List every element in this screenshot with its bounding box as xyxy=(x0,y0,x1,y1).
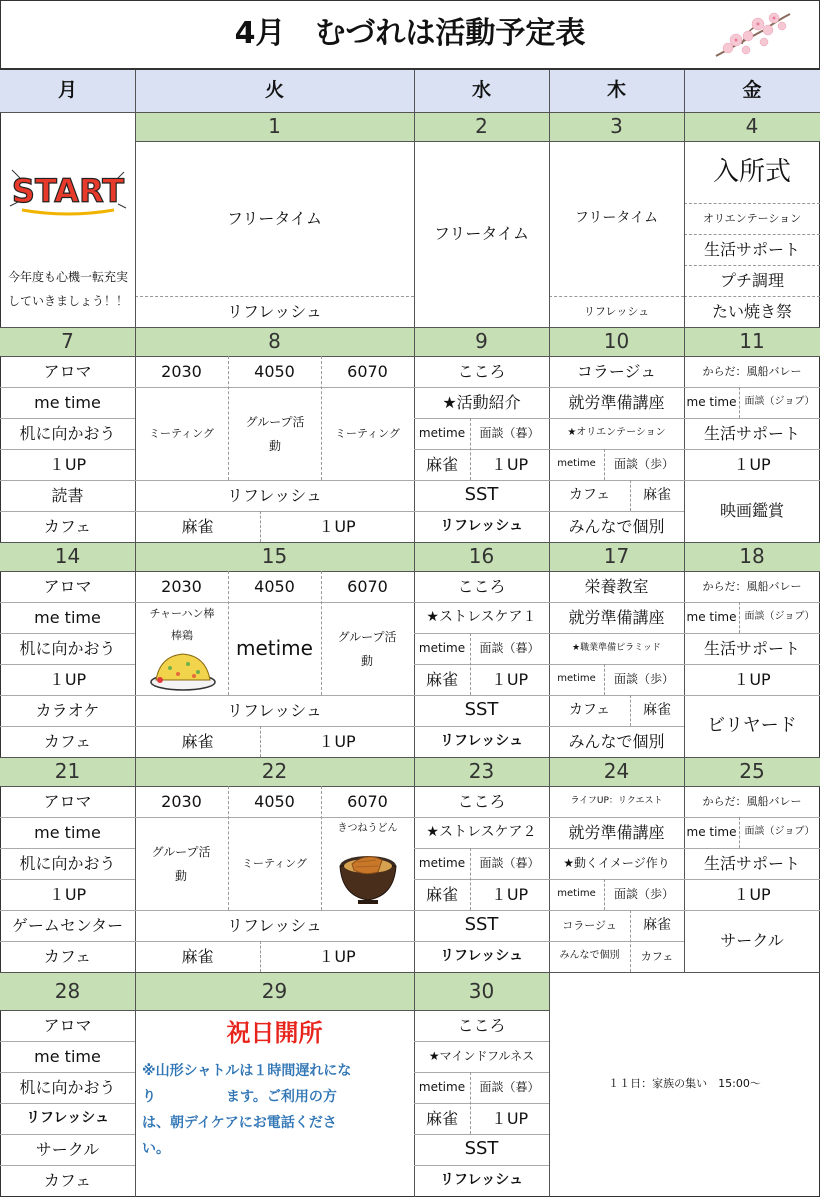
day-number: 23 xyxy=(414,757,549,786)
mon-item: アロマ xyxy=(43,576,92,596)
udon-icon xyxy=(338,842,398,906)
mon-item: カフェ xyxy=(43,946,92,966)
fri-item: １UP xyxy=(733,669,771,689)
day-number: 28 xyxy=(0,972,135,1010)
fri-item: 生活サポート xyxy=(703,638,800,658)
day-number: 15 xyxy=(135,542,414,571)
mon-item: ゲームセンター xyxy=(11,915,124,935)
tue-1up: １UP xyxy=(318,731,356,751)
thu-refresh: リフレッシュ xyxy=(583,304,650,318)
thu-item: 就労準備講座 xyxy=(568,392,665,412)
age-group: 6070 xyxy=(347,576,388,596)
thu-item: みんなで個別 xyxy=(568,516,665,536)
age-group: 2030 xyxy=(161,791,202,811)
header-mon: 月 xyxy=(0,70,135,112)
day-number: 18 xyxy=(684,542,820,571)
fri-item: 生活サポート xyxy=(703,853,800,873)
thu-mendan: 面談（歩） xyxy=(613,672,674,686)
tue-freetime: フリータイム xyxy=(226,208,323,228)
age-group: 6070 xyxy=(347,791,388,811)
wed-mahjong: 麻雀 xyxy=(425,454,458,474)
sakura-icon xyxy=(712,8,792,62)
thu-mahjong: 麻雀 xyxy=(643,916,671,933)
mon-item: アロマ xyxy=(43,361,92,381)
age-group: 2030 xyxy=(161,361,202,381)
thu-metime: metime xyxy=(557,458,596,470)
day-number: 7 xyxy=(0,327,135,356)
fri-metime: me time xyxy=(686,395,737,409)
wed-sst: SST xyxy=(464,484,499,506)
page-title: 4月 むづれは活動予定表 xyxy=(0,0,820,70)
day-number: 3 xyxy=(549,112,684,141)
day-number: 25 xyxy=(684,757,820,786)
wed-item: こころ xyxy=(457,791,506,811)
age-group: 2030 xyxy=(161,576,202,596)
day-number: 14 xyxy=(0,542,135,571)
day-number: 11 xyxy=(684,327,820,356)
mon-item: １UP xyxy=(48,454,87,474)
wed-metime: metime xyxy=(418,426,466,440)
wed-item: ★ストレスケア１ xyxy=(426,608,537,625)
tue-refresh: リフレッシュ xyxy=(227,700,322,720)
wed-mendan: 面談（暮） xyxy=(479,1080,540,1094)
day-number: 9 xyxy=(414,327,549,356)
tue-mahjong: 麻雀 xyxy=(181,946,214,966)
tue-group: グループ活動 xyxy=(337,629,397,668)
day-number: 29 xyxy=(135,972,414,1010)
tue-cooking: チャーハン棒棒鶏 xyxy=(149,607,215,642)
thu-item: みんなで個別 xyxy=(568,731,665,751)
mon-message: 今年度も心機一転充実していきましょう！！ xyxy=(7,270,128,308)
thu-item: ライフUP：リクエスト xyxy=(570,795,663,806)
fri-metime: me time xyxy=(686,825,737,839)
day-number: 24 xyxy=(549,757,684,786)
thu-freetime: フリータイム xyxy=(574,209,659,226)
thu-item: ★オリエンテーション xyxy=(567,427,666,439)
thu-metime: metime xyxy=(557,673,596,685)
fri-item: 映画鑑賞 xyxy=(719,501,784,520)
fri-entrance: 入所式 xyxy=(712,156,791,187)
mon-item: me time xyxy=(34,392,101,412)
tue-mahjong: 麻雀 xyxy=(181,731,214,751)
thu-cafe: カフェ xyxy=(568,701,611,718)
day-number: 21 xyxy=(0,757,135,786)
wed-item: こころ xyxy=(457,576,506,596)
thu-collage: コラージュ xyxy=(562,918,617,932)
wed-metime: metime xyxy=(418,641,466,655)
tue-1up: １UP xyxy=(318,946,356,966)
tue-group: グループ活動 xyxy=(151,844,211,883)
fri-item: プチ調理 xyxy=(719,270,784,290)
thu-item: ★動くイメージ作り xyxy=(563,856,670,870)
wed-refresh: リフレッシュ xyxy=(439,947,524,964)
thu-kobetsu: みんなで個別 xyxy=(559,950,620,962)
day-number: 22 xyxy=(135,757,414,786)
mon-item: カラオケ xyxy=(35,700,100,720)
thu-item: 栄養教室 xyxy=(584,576,649,596)
age-group: 4050 xyxy=(254,361,295,381)
wed-mahjong: 麻雀 xyxy=(425,884,458,904)
fri-mendan: 面談（ジョブ） xyxy=(744,826,815,838)
wed-sst: SST xyxy=(464,1138,499,1160)
fri-mendan: 面談（ジョブ） xyxy=(744,396,815,408)
wed-sst: SST xyxy=(464,914,499,936)
start-logo xyxy=(8,160,128,220)
mon-item: me time xyxy=(34,1046,101,1066)
tue-activity: グループ活動 xyxy=(245,414,305,453)
wed-metime: metime xyxy=(418,856,466,870)
family-meeting-note: １１日：家族の集い 15:00～ xyxy=(608,1077,761,1091)
tue-mahjong: 麻雀 xyxy=(181,516,214,536)
thu-cafe: カフェ xyxy=(568,486,611,503)
thu-item: 就労準備講座 xyxy=(568,822,665,842)
age-group: 4050 xyxy=(254,791,295,811)
mon-item: サークル xyxy=(35,1139,100,1159)
tue-metime: metime xyxy=(236,636,313,660)
wed-item: こころ xyxy=(457,361,506,381)
wed-mendan: 面談（暮） xyxy=(479,641,540,655)
fri-item: １UP xyxy=(733,454,771,474)
shuttle-note: ※山形シャトルは１時間遅れにな り ます。ご利用の方 は、朝デイケアにお電話くださ い。 xyxy=(142,1063,352,1157)
mon-item: カフェ xyxy=(43,516,92,536)
mon-item: 机に向かおう xyxy=(19,423,116,443)
wed-freetime: フリータイム xyxy=(433,224,530,243)
wed-metime: metime xyxy=(418,1080,466,1094)
fri-item: 生活サポート xyxy=(703,423,800,443)
tue-refresh: リフレッシュ xyxy=(227,301,322,321)
day-number: 8 xyxy=(135,327,414,356)
day-number: 30 xyxy=(414,972,549,1010)
header-wed: 水 xyxy=(414,70,549,112)
mon-item: 読書 xyxy=(51,485,84,505)
wed-mahjong: 麻雀 xyxy=(425,1108,458,1128)
tue-cooking: きつねうどん xyxy=(337,822,398,834)
day-number: 2 xyxy=(414,112,549,141)
fri-item: １UP xyxy=(733,884,771,904)
fried-rice-icon xyxy=(148,646,218,692)
tue-activity: ミーティング xyxy=(149,426,214,440)
wed-sst: SST xyxy=(464,699,499,721)
wed-refresh: リフレッシュ xyxy=(439,732,524,749)
tue-1up: １UP xyxy=(318,516,356,536)
header-thu: 木 xyxy=(549,70,684,112)
wed-item: こころ xyxy=(457,1015,506,1035)
fri-item: 生活サポート xyxy=(703,239,800,259)
tue-refresh: リフレッシュ xyxy=(227,485,322,505)
thu-mahjong: 麻雀 xyxy=(643,701,671,718)
thu-item: 就労準備講座 xyxy=(568,607,665,627)
fri-item: オリエンテーション xyxy=(702,211,802,225)
mon-item: １UP xyxy=(48,884,87,904)
thu-mendan: 面談（歩） xyxy=(613,887,674,901)
fri-item: からだ：風船バレー xyxy=(702,579,802,593)
wed-item: ★活動紹介 xyxy=(442,392,521,412)
age-group: 6070 xyxy=(347,361,388,381)
wed-mahjong: 麻雀 xyxy=(425,669,458,689)
mon-item: アロマ xyxy=(43,1015,92,1035)
header-fri: 金 xyxy=(684,70,820,112)
mon-item: リフレッシュ xyxy=(25,1109,110,1126)
day-number: 10 xyxy=(549,327,684,356)
thu-cafe: カフェ xyxy=(640,949,674,963)
thu-mahjong: 麻雀 xyxy=(643,486,671,503)
mon-item: カフェ xyxy=(43,1170,92,1190)
mon-item: 机に向かおう xyxy=(19,853,116,873)
fri-metime: me time xyxy=(686,610,737,624)
day-number: 4 xyxy=(684,112,820,141)
fri-item: からだ：風船バレー xyxy=(702,364,802,378)
tue-meeting: ミーティング xyxy=(242,856,307,870)
thu-metime: metime xyxy=(557,888,596,900)
mon-item: 机に向かおう xyxy=(19,638,116,658)
wed-mendan: 面談（暮） xyxy=(479,856,540,870)
day-number: 17 xyxy=(549,542,684,571)
fri-item: ビリヤード xyxy=(707,714,797,736)
thu-mendan: 面談（歩） xyxy=(613,457,674,471)
mon-item: カフェ xyxy=(43,731,92,751)
fri-item: たい焼き祭 xyxy=(711,301,792,321)
tue-refresh: リフレッシュ xyxy=(227,915,322,935)
thu-item: ★職業準備ピラミッド xyxy=(572,642,661,653)
mon-item: アロマ xyxy=(43,791,92,811)
mon-item: me time xyxy=(34,822,101,842)
mon-item: me time xyxy=(34,607,101,627)
fri-item: からだ：風船バレー xyxy=(702,794,802,808)
wed-1up: １UP xyxy=(490,884,529,904)
thu-item: コラージュ xyxy=(576,361,657,381)
wed-1up: １UP xyxy=(490,454,529,474)
fri-item: サークル xyxy=(720,931,784,950)
holiday-title: 祝日開所 xyxy=(226,1019,323,1047)
mon-item: 机に向かおう xyxy=(19,1077,116,1097)
day-number: 1 xyxy=(135,112,414,141)
wed-refresh: リフレッシュ xyxy=(439,517,524,534)
day-number: 16 xyxy=(414,542,549,571)
tue-activity: ミーティング xyxy=(335,426,400,440)
wed-1up: １UP xyxy=(490,669,529,689)
wed-refresh: リフレッシュ xyxy=(439,1171,524,1188)
wed-item: ★ストレスケア２ xyxy=(426,823,537,840)
wed-mendan: 面談（暮） xyxy=(479,426,540,440)
header-tue: 火 xyxy=(135,70,414,112)
wed-1up: １UP xyxy=(490,1108,529,1128)
wed-item: ★マインドフルネス xyxy=(428,1049,535,1063)
fri-mendan: 面談（ジョブ） xyxy=(744,611,815,623)
age-group: 4050 xyxy=(254,576,295,596)
start-logo-text: START xyxy=(11,172,125,210)
mon-item: １UP xyxy=(48,669,87,689)
